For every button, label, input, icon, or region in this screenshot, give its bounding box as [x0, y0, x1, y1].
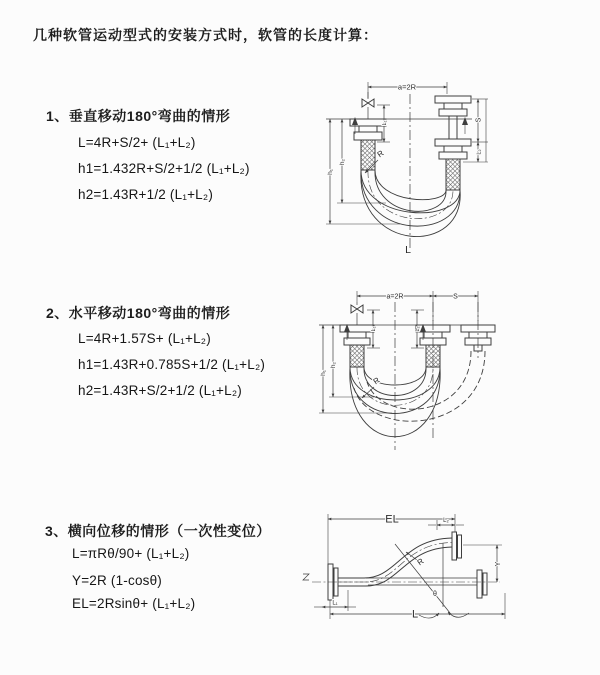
dim-label-l2: L₂ [443, 518, 449, 524]
section-1-formula-h1: h1=1.432R+S/2+1/2 (L₁+L₂) [78, 161, 250, 176]
dim-label-el: EL [385, 513, 399, 526]
valve-icon [362, 92, 374, 119]
dim-label-h1: h₁ [327, 169, 334, 175]
radius-label: R [415, 556, 426, 568]
dim-label-h1: h₁ [320, 370, 327, 376]
ghost-flange [477, 570, 487, 598]
section-2-formula-h1: h1=1.43R+0.785S+1/2 (L₁+L₂) [78, 357, 266, 372]
right-flange-assembly [435, 96, 471, 190]
length-label: L [405, 244, 411, 256]
doc-title: 几种软管运动型式的安装方式时，软管的长度计算： [33, 27, 378, 43]
section-3-formula-Y: Y=2R (1-cosθ) [72, 573, 163, 588]
left-flange-assembly [350, 119, 386, 170]
section-2-formula-h2: h2=1.43R+S/2+1/2 (L₁+L₂) [78, 383, 242, 398]
dim-label-h2: h₂ [330, 361, 337, 369]
dim-label-l1: L₁ [332, 600, 338, 607]
ghost-pipe [366, 578, 477, 585]
dim-label-l2: L₂ [415, 326, 421, 332]
section-2-heading: 2、水平移动180°弯曲的情形 [46, 305, 231, 321]
dim-label-l1: L₁ [371, 326, 377, 332]
section-2-formula-L: L=4R+1.57S+ (L₁+L₂) [78, 331, 211, 346]
hose-braid [350, 345, 364, 367]
diagram-vertical-180-bend [320, 72, 505, 257]
radius-label: R [375, 148, 386, 160]
dim-label-l: L [411, 608, 419, 621]
dim-label-a2r: a=2R [397, 82, 417, 92]
centerline-mark [303, 574, 309, 580]
dim-label-s: S [475, 117, 483, 123]
dim-label-h2: h₂ [339, 158, 346, 166]
diagram-horizontal-180-bend [312, 288, 512, 460]
diagram-lateral-displacement [300, 498, 600, 653]
angle-label-theta: θ [433, 591, 437, 598]
dim-label-l1: L₁ [382, 120, 388, 126]
section-1-formula-L: L=4R+S/2+ (L₁+L₂) [78, 135, 196, 150]
s-curve-hose [338, 538, 452, 586]
dim-label-l2: L₂ [476, 149, 483, 155]
section-3-heading: 3、横向位移的情形（一次性变位） [45, 523, 271, 539]
section-1-formula-h2: h2=1.43R+1/2 (L₁+L₂) [78, 187, 214, 202]
section-3-formula-EL: EL=2Rsinθ+ (L₁+L₂) [72, 596, 196, 611]
section-3-formula-L: L=πRθ/90+ (L₁+L₂) [72, 546, 190, 561]
section-1-heading: 1、垂直移动180°弯曲的情形 [46, 108, 231, 124]
dim-label-y: Y [495, 561, 502, 567]
valve-icon [351, 302, 363, 325]
radius-label: R [371, 375, 382, 387]
dim-label-a2r: a=2R [386, 293, 404, 301]
upper-flange [452, 532, 462, 560]
dim-label-s: S [453, 293, 458, 301]
hose-braid [446, 159, 460, 190]
hose-braid [426, 345, 440, 367]
